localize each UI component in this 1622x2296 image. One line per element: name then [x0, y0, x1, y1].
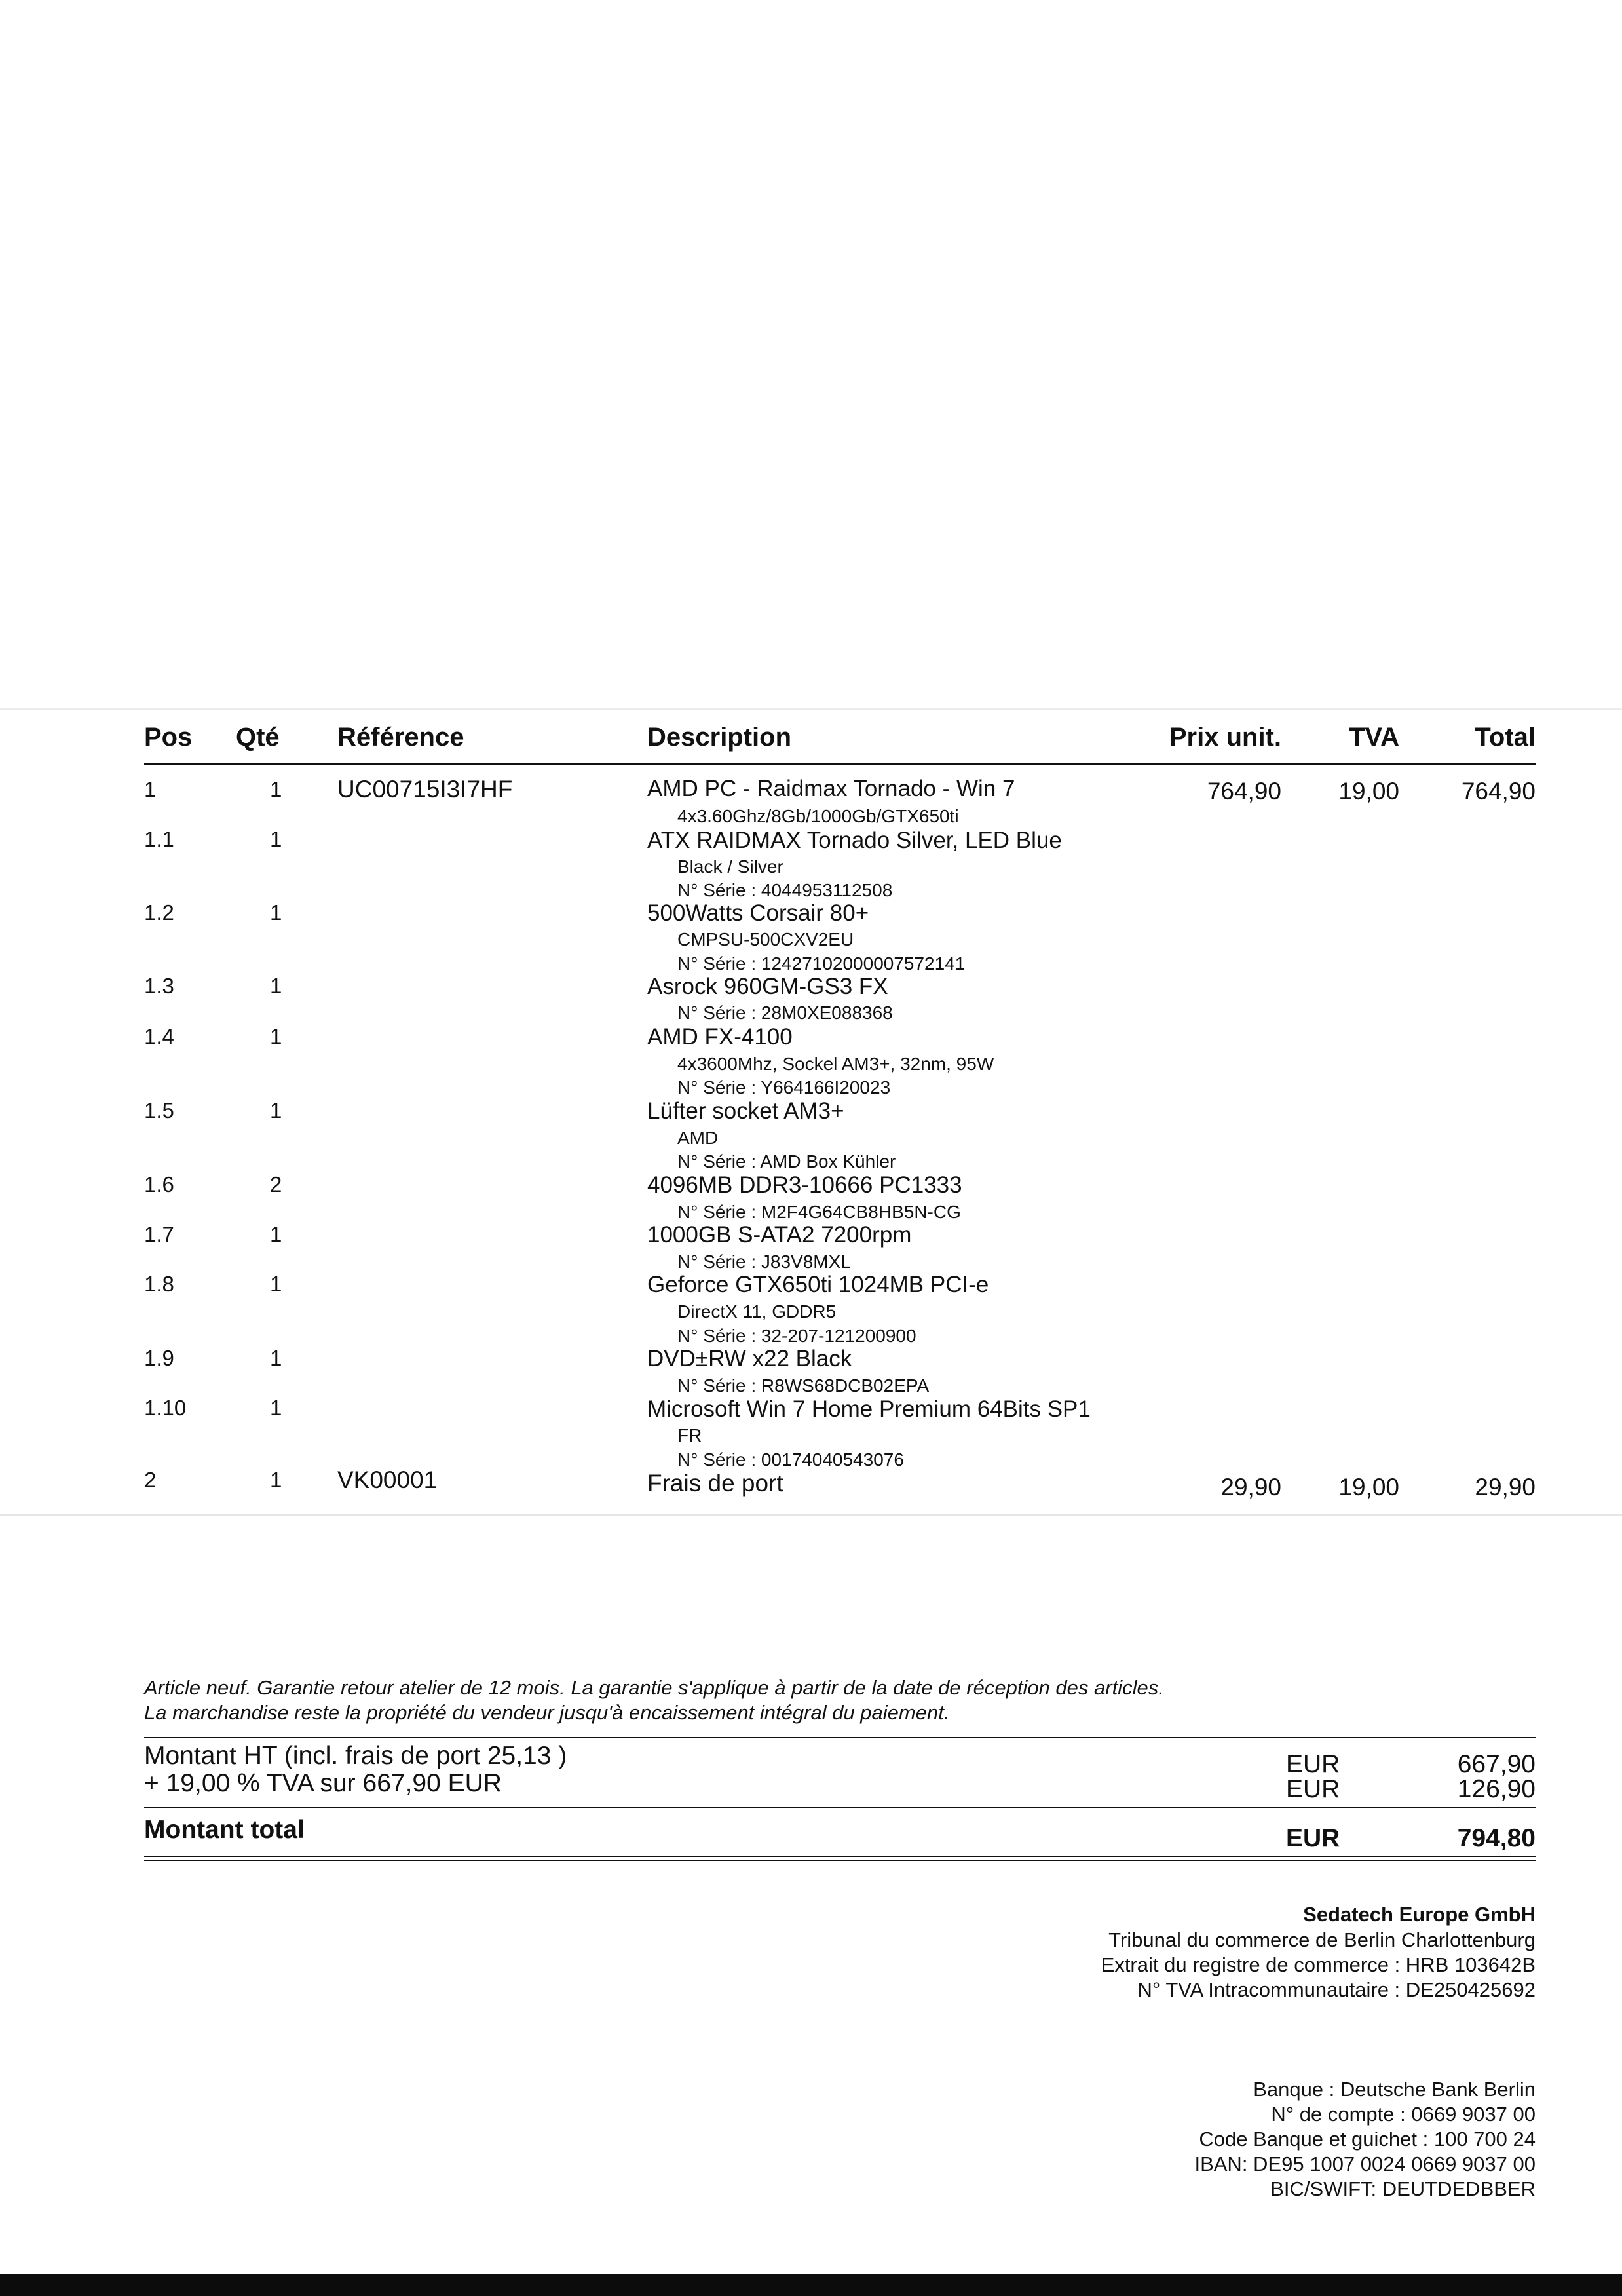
header-total: Total: [1475, 723, 1536, 752]
row-qty: 1: [270, 1396, 282, 1420]
row-description: 4096MB DDR3-10666 PC1333: [647, 1172, 962, 1198]
row-description: Geforce GTX650ti 1024MB PCI-e: [647, 1272, 989, 1297]
company-name: Sedatech Europe GmbH: [1303, 1903, 1536, 1926]
row-description: Microsoft Win 7 Home Premium 64Bits SP1: [647, 1396, 1091, 1422]
row-serial: N° Série : 12427102000007572141: [677, 953, 966, 974]
row-serial: N° Série : 32-207-121200900: [677, 1326, 916, 1346]
subtotal-value: 667,90: [1457, 1750, 1536, 1778]
row-serial: N° Série : 00174040543076: [677, 1449, 904, 1470]
row-pos: 1.4: [144, 1024, 174, 1048]
row-qty: 2: [270, 1172, 282, 1196]
summary-double-rule-1: [144, 1856, 1536, 1857]
row-detail: DirectX 11, GDDR5: [677, 1301, 837, 1322]
row-serial: N° Série : 28M0XE088368: [677, 1003, 893, 1023]
bank-account: N° de compte : 0669 9037 00: [1271, 2103, 1536, 2126]
row-qty: 1: [270, 777, 282, 801]
row-description: Lüfter socket AM3+: [647, 1098, 844, 1124]
row-detail: CMPSU-500CXV2EU: [677, 929, 854, 949]
total-value: 794,80: [1457, 1824, 1536, 1852]
row-description: AMD FX-4100: [647, 1024, 793, 1050]
row-total: 29,90: [1475, 1474, 1536, 1501]
row-description: Frais de port: [647, 1470, 783, 1497]
summary-mid-rule: [144, 1807, 1536, 1808]
row-qty: 1: [270, 1468, 282, 1492]
header-rule: [144, 763, 1536, 765]
row-pos: 1.10: [144, 1396, 187, 1420]
row-pos: 1.8: [144, 1272, 174, 1296]
row-description: ATX RAIDMAX Tornado Silver, LED Blue: [647, 828, 1062, 853]
scan-bottom-edge: [0, 2274, 1622, 2296]
row-description: 1000GB S-ATA2 7200rpm: [647, 1222, 912, 1248]
bank-name: Banque : Deutsche Bank Berlin: [1253, 2078, 1536, 2101]
header-pos: Pos: [144, 723, 193, 752]
header-reference: Référence: [337, 723, 464, 752]
row-qty: 1: [270, 1272, 282, 1296]
row-pos: 1.7: [144, 1222, 174, 1246]
row-pos: 2: [144, 1468, 157, 1492]
row-pos: 1.3: [144, 974, 174, 998]
header-unit-price: Prix unit.: [1169, 723, 1281, 752]
bank-code: Code Banque et guichet : 100 700 24: [1199, 2128, 1536, 2151]
row-detail: Black / Silver: [677, 856, 783, 877]
row-reference: VK00001: [337, 1466, 438, 1493]
row-vat: 19,00: [1338, 1474, 1399, 1501]
header-qty: Qté: [236, 723, 280, 752]
row-pos: 1.6: [144, 1172, 174, 1196]
row-description: 500Watts Corsair 80+: [647, 900, 869, 926]
row-serial: N° Série : M2F4G64CB8HB5N-CG: [677, 1202, 961, 1222]
row-detail: 4x3600Mhz, Sockel AM3+, 32nm, 95W: [677, 1054, 994, 1074]
row-qty: 1: [270, 827, 282, 851]
vat-currency: EUR: [1286, 1775, 1340, 1803]
row-pos: 1: [144, 777, 157, 801]
row-description: DVD±RW x22 Black: [647, 1346, 852, 1371]
row-reference: UC00715I3I7HF: [337, 776, 513, 803]
row-unit-price: 29,90: [1220, 1474, 1281, 1501]
summary-top-rule: [144, 1737, 1536, 1738]
row-qty: 1: [270, 900, 282, 925]
company-vat-id: N° TVA Intracommunautaire : DE250425692: [1137, 1978, 1536, 2001]
row-serial: N° Série : Y664166I20023: [677, 1077, 891, 1098]
scan-fold-line: [0, 708, 1622, 710]
row-qty: 1: [270, 1222, 282, 1246]
row-qty: 1: [270, 974, 282, 998]
bank-iban: IBAN: DE95 1007 0024 0669 9037 00: [1194, 2152, 1536, 2175]
row-pos: 1.9: [144, 1346, 174, 1370]
summary-double-rule-2: [144, 1860, 1536, 1861]
row-detail: AMD: [677, 1128, 719, 1148]
row-pos: 1.2: [144, 900, 174, 925]
subtotal-label: Montant HT (incl. frais de port 25,13 ): [144, 1742, 567, 1770]
row-description: Asrock 960GM-GS3 FX: [647, 974, 888, 999]
vat-label: + 19,00 % TVA sur 667,90 EUR: [144, 1769, 502, 1797]
row-detail: FR: [677, 1425, 702, 1445]
row-pos: 1.1: [144, 827, 174, 851]
row-serial: N° Série : AMD Box Kühler: [677, 1151, 896, 1172]
total-currency: EUR: [1286, 1824, 1340, 1852]
bank-bic: BIC/SWIFT: DEUTDEDBBER: [1270, 2177, 1536, 2200]
ownership-note: La marchandise reste la propriété du vendeur jusqu'à encaissement intégral du paiement.: [144, 1701, 950, 1724]
row-qty: 1: [270, 1346, 282, 1370]
row-vat: 19,00: [1338, 778, 1399, 805]
row-pos: 1.5: [144, 1098, 174, 1122]
warranty-note: Article neuf. Garantie retour atelier de 12 mois. La garantie s'applique à partir de la date de réception des articles.: [144, 1676, 1164, 1699]
row-qty: 1: [270, 1024, 282, 1048]
company-register: Extrait du registre de commerce : HRB 103642B: [1101, 1953, 1536, 1976]
subtotal-currency: EUR: [1286, 1750, 1340, 1778]
row-description: AMD PC - Raidmax Tornado - Win 7: [647, 776, 1015, 801]
row-serial: N° Série : 4044953112508: [677, 880, 893, 900]
row-serial: N° Série : J83V8MXL: [677, 1252, 851, 1272]
row-unit-price: 764,90: [1207, 778, 1281, 805]
header-vat: TVA: [1348, 723, 1399, 752]
vat-value: 126,90: [1457, 1775, 1536, 1803]
row-qty: 1: [270, 1098, 282, 1122]
header-description: Description: [647, 723, 792, 752]
row-total: 764,90: [1461, 778, 1536, 805]
row-serial: N° Série : R8WS68DCB02EPA: [677, 1375, 930, 1396]
scan-fold-line: [0, 1514, 1622, 1516]
row-detail: 4x3.60Ghz/8Gb/1000Gb/GTX650ti: [677, 806, 959, 826]
total-label: Montant total: [144, 1816, 305, 1844]
company-court: Tribunal du commerce de Berlin Charlottenburg: [1108, 1928, 1536, 1951]
